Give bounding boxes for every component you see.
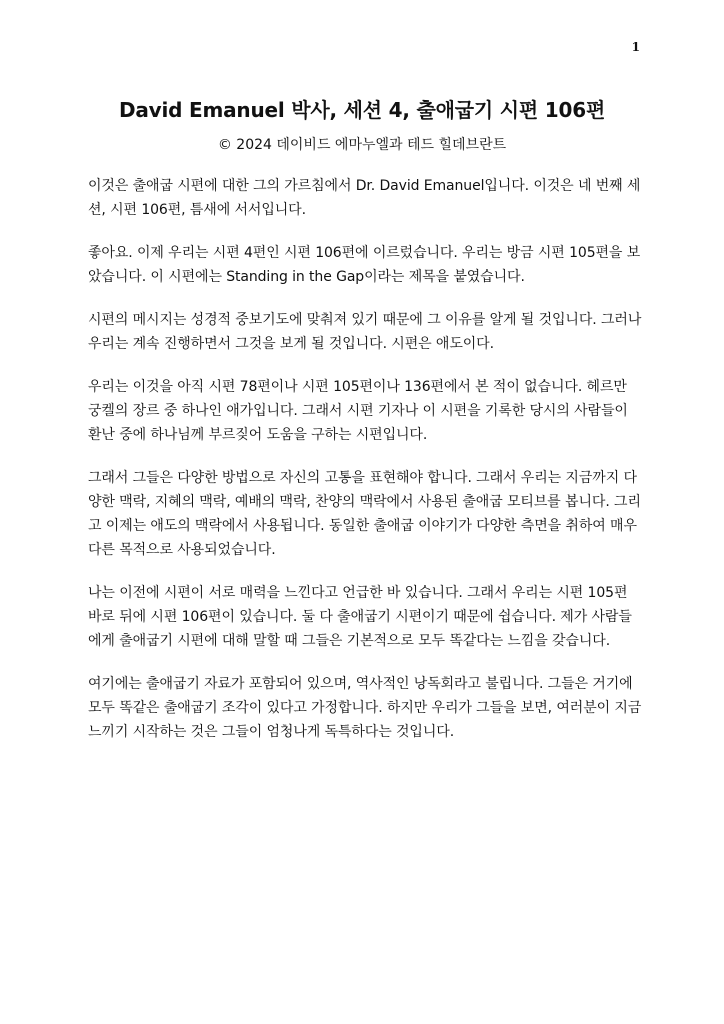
paragraph-3: 시편의 메시지는 성경적 중보기도에 맞춰져 있기 때문에 그 이유를 알게 될 것입니다. 그러나 우리는 계속 진행하면서 그것을 보게 될 것입니다. 시편은 애도이다. xyxy=(88,312,642,352)
paragraph-5: 그래서 그들은 다양한 방법으로 자신의 고통을 표현해야 합니다. 그래서 우리는 지금까지 다양한 맥락, 지혜의 맥락, 예배의 맥락, 찬양의 맥락에서 사용된 출애굽 모티브를 봅니다. 그리고 이제는 애도의 맥락에서 사용됩니다. 동일한 출애굽 이야기가 다양한 측면을 취하여 매우 다른 목적으로 사용되었습니다. xyxy=(88,470,641,558)
paragraph-2: 좋아요. 이제 우리는 시편 4편인 시편 106편에 이르렀습니다. 우리는 방금 시편 105편을 보았습니다. 이 시편에는 Standing in the Gap이라는 제목을 붙였습니다. xyxy=(88,245,641,285)
document-body xyxy=(88,174,644,763)
paragraph-1: 이것은 출애굽 시편에 대한 그의 가르침에서 Dr. David Emanuel입니다. 이것은 네 번째 세션, 시편 106편, 틈새에 서서입니다. xyxy=(88,178,641,218)
paragraph-7: 여기에는 출애굽기 자료가 포함되어 있으며, 역사적인 낭독회라고 불립니다. 그들은 거기에 모두 똑같은 출애굽기 조각이 있다고 가정합니다. 하지만 우리가 그들을 보면, 여러분이 지금 느끼기 시작하는 것은 그들이 엄청나게 독특하다는 것입니다. xyxy=(88,676,642,740)
document-title: David Emanuel 박사, 세션 4, 출애굽기 시편 106편 xyxy=(118,98,606,122)
copyright-line: © 2024 데이비드 에마누엘과 테드 힐데브란트 xyxy=(217,137,507,153)
paragraph-6: 나는 이전에 시편이 서로 매력을 느낀다고 언급한 바 있습니다. 그래서 우리는 시편 105편 바로 뒤에 시편 106편이 있습니다. 둘 다 출애굽기 시편이기 때문에 쉽습니다. 제가 사람들에게 출애굽기 시편에 대해 말할 때 그들은 기본적으로 모두 똑같다는 느낌을 갖습니다. xyxy=(88,585,632,649)
page-number: 1 xyxy=(631,40,640,54)
paragraph-4: 우리는 이것을 아직 시편 78편이나 시편 105편이나 136편에서 본 적이 없습니다. 헤르만 궁켈의 장르 중 하나인 애가입니다. 그래서 시편 기자나 이 시편을 기록한 당시의 사람들이 환난 중에 하나님께 부르짖어 도움을 구하는 시편입니다. xyxy=(88,379,628,443)
